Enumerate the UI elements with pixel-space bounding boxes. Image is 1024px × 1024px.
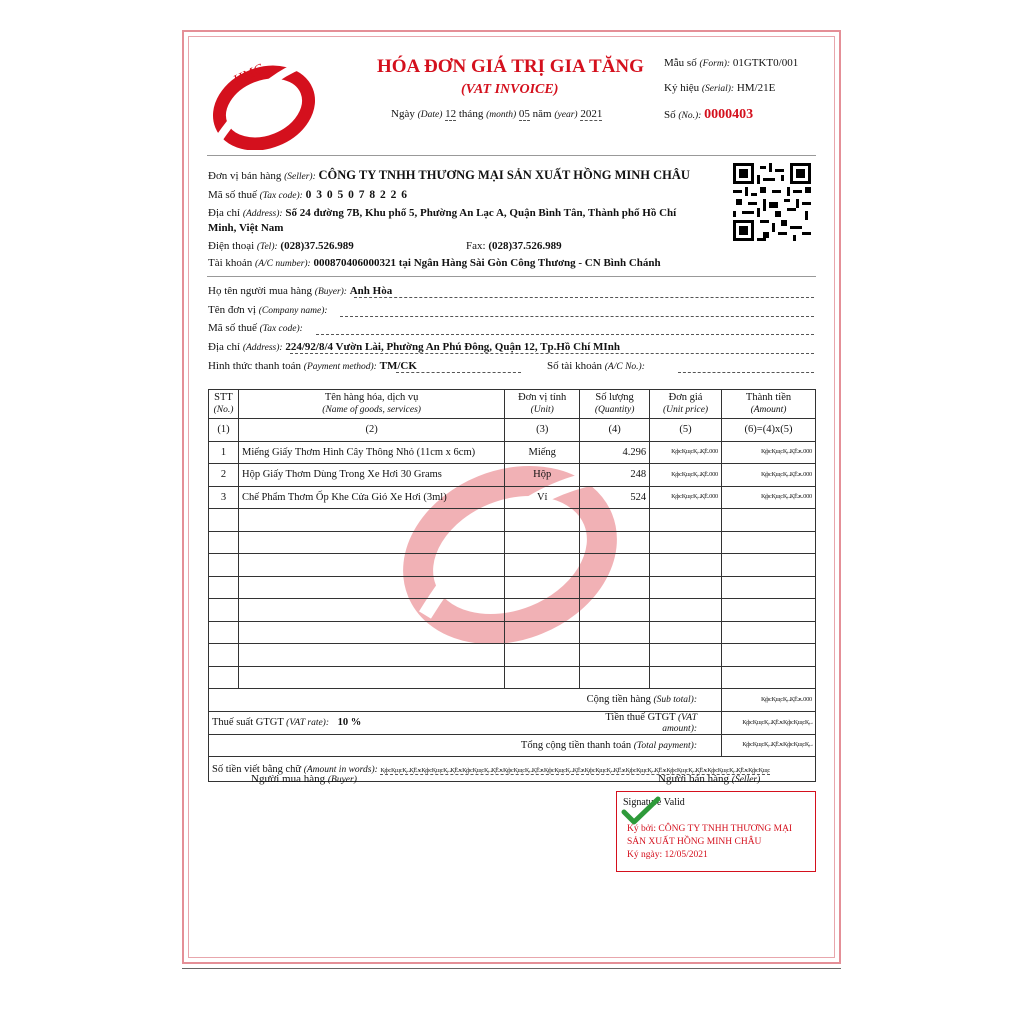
table-row-empty [209,644,816,667]
digital-signature-box [616,791,816,872]
bottom-rule [182,968,841,969]
checkmark-icon [621,796,661,826]
buyer-company-row: Tên đơn vị (Company name): [208,304,814,316]
seller-divider [207,276,816,277]
form-number: Mẫu số (Form): 01GTKT0/001 [664,57,799,69]
buyer-signature-label: Người mua hàng (Buyer) [251,773,357,785]
seller-account: Tài khoản (A/C number): 000870406000321 tại Ngân Hàng Sài Gòn Công Thương - CN Bình Chánh [208,257,661,269]
table-row-empty [209,531,816,554]
buyer-address: 224/92/8/4 Vườn Lài, Phường An Phú Đông, Quận 12, Tp.Hồ Chí MInh [285,341,620,353]
header-divider [207,155,816,156]
table-header-row [209,390,816,419]
table-row: 3 Chế Phẩm Thơm Ốp Khe Cửa Gió Xe Hơi (3ml) Vỉ 524 ҚфсҚщсҚ᎑ҚЁ.000 ҚфсҚщсҚ᎑ҚЁѫ.000 [209,486,816,509]
seller-address-line2: Minh, Việt Nam [208,222,284,234]
vat-row: Thuế suất GTGT (VAT rate): 10 % Tiền thuế GTGT (VAT amount): ҚфсҚщсҚ᎑ҚЁѫҚфсҚщсҚ᎑ [209,711,816,734]
signature-valid-text: Signature Valid [623,797,685,808]
col-header-unit: Đơn vị tính (Unit) [505,390,580,419]
total-value: ҚфсҚщсҚ᎑ҚЁѫҚфсҚщсҚ᎑ [722,734,816,757]
vat-amount-value: ҚфсҚщсҚ᎑ҚЁѫҚфсҚщсҚ᎑ [722,711,816,734]
invoice-number: Số (No.): 0000403 [664,107,754,122]
buyer-name: Anh Hòa [349,285,393,297]
table-row-empty [209,666,816,689]
invoice-subtitle: (VAT INVOICE) [461,82,559,97]
sign-date: Ký ngày: 12/05/2021 [627,850,708,860]
hmc-logo [206,50,321,150]
seller-address: Địa chỉ (Address): Số 24 đường 7B, Khu phố 5, Phường An Lạc A, Quận Bình Tân, Thành phố Hồ Chí [208,207,677,219]
seller-signature-label: Người bán hàng (Seller) [658,773,761,785]
total-row: Tổng cộng tiền thanh toán (Total payment): ҚфсҚщсҚ᎑ҚЁѫҚфсҚщсҚ᎑ [209,734,816,757]
invoice-title: HÓA ĐƠN GIÁ TRỊ GIA TĂNG [377,56,644,77]
serial-number: Ký hiệu (Serial): HM/21E [664,82,776,94]
col-header-name: Tên hàng hóa, dịch vụ (Name of goods, services) [238,390,504,419]
signed-by: Ký bởi: CÔNG TY TNHH THƯƠNG MẠI SẢN XUẤT HỒNG MINH CHÂU [627,824,793,847]
seller-tax-code: Mã số thuế (Tax code): 0 3 0 5 0 7 8 2 2 6 [208,189,408,201]
col-header-price: Đơn giá (Unit price) [650,390,722,419]
qr-code [733,163,811,241]
table-row-empty [209,576,816,599]
seller-name: Đơn vị bán hàng (Seller): CÔNG TY TNHH THƯƠNG MẠI SẢN XUẤT HỒNG MINH CHÂU [208,168,690,182]
invoice-date: Ngày (Date) 12 tháng (month) 05 năm (year) 2021 [391,108,603,120]
table-row-empty [209,621,816,644]
buyer-address-row: Địa chỉ (Address): 224/92/8/4 Vườn Lài, Phường An Phú Đông, Quận 12, Tp.Hồ Chí MInh [208,341,814,353]
seller-tel: Điện thoại (Tel): (028)37.526.989 [208,240,354,252]
table-row: 2 Hộp Giấy Thơm Dùng Trong Xe Hơi 30 Grams Hộp 248 ҚфсҚщсҚ᎑ҚЁ.000 ҚфсҚщсҚ᎑ҚЁѫ.000 [209,464,816,487]
buyer-name-row: Họ tên người mua hàng (Buyer): Anh Hòa [208,285,814,297]
col-header-amount: Thành tiền (Amount) [722,390,816,419]
vat-rate: 10 % [337,717,362,728]
col-header-no: STT (No.) [209,390,239,419]
payment-method: TM/CK [379,360,417,372]
amount-in-words-row: Số tiền viết bằng chữ (Amount in words): ҚфсҚщсҚ᎑ҚЁѫҚфсҚщсҚ᎑ҚЁѫҚфсҚщсҚ᎑ҚЁѫҚфсҚщсҚ᎑ҚЁѫҚфсҚщсҚ᎑ҚЁѫҚфсҚщсҚ᎑ҚЁѫҚфсҚщсҚ᎑ҚЁѫҚфсҚщсҚ᎑ҚЁѫҚфсҚщсҚ᎑ҚЁѫҚфсҚщс [209,757,816,782]
buyer-payment-row: Hình thức thanh toán (Payment method): TM/CK Số tài khoản (A/C No.): [208,360,814,372]
goods-table [208,389,816,782]
table-row: 1 Miếng Giấy Thơm Hình Cây Thông Nhỏ (11cm x 6cm) Miếng 4.296 ҚфсҚщсҚ᎑ҚЁ.000 ҚфсҚщсҚ᎑ҚЁѫ.000 [209,441,816,464]
seller-fax: Fax: (028)37.526.989 [466,240,562,252]
table-row-empty [209,599,816,622]
subtotal-row: Cộng tiền hàng (Sub total): ҚфсҚщсҚ᎑ҚЁѫ.000 [209,689,816,712]
table-index-row: (1) (2) (3) (4) (5) (6)=(4)x(5) [209,419,816,442]
amount-in-words: ҚфсҚщсҚ᎑ҚЁѫҚфсҚщсҚ᎑ҚЁѫҚфсҚщсҚ᎑ҚЁѫҚфсҚщсҚ᎑ҚЁѫҚфсҚщсҚ᎑ҚЁѫҚфсҚщсҚ᎑ҚЁѫҚфсҚщсҚ᎑ҚЁѫҚфсҚщсҚ᎑ҚЁѫҚфсҚщсҚ᎑ҚЁѫҚфсҚщс [380,766,770,774]
col-header-qty: Số lượng (Quantity) [580,390,650,419]
table-row-empty [209,509,816,532]
subtotal-value: ҚфсҚщсҚ᎑ҚЁѫ.000 [722,689,816,712]
table-row-empty [209,554,816,577]
logo-text: HMC [231,61,266,89]
buyer-tax-row: Mã số thuế (Tax code): [208,322,814,334]
